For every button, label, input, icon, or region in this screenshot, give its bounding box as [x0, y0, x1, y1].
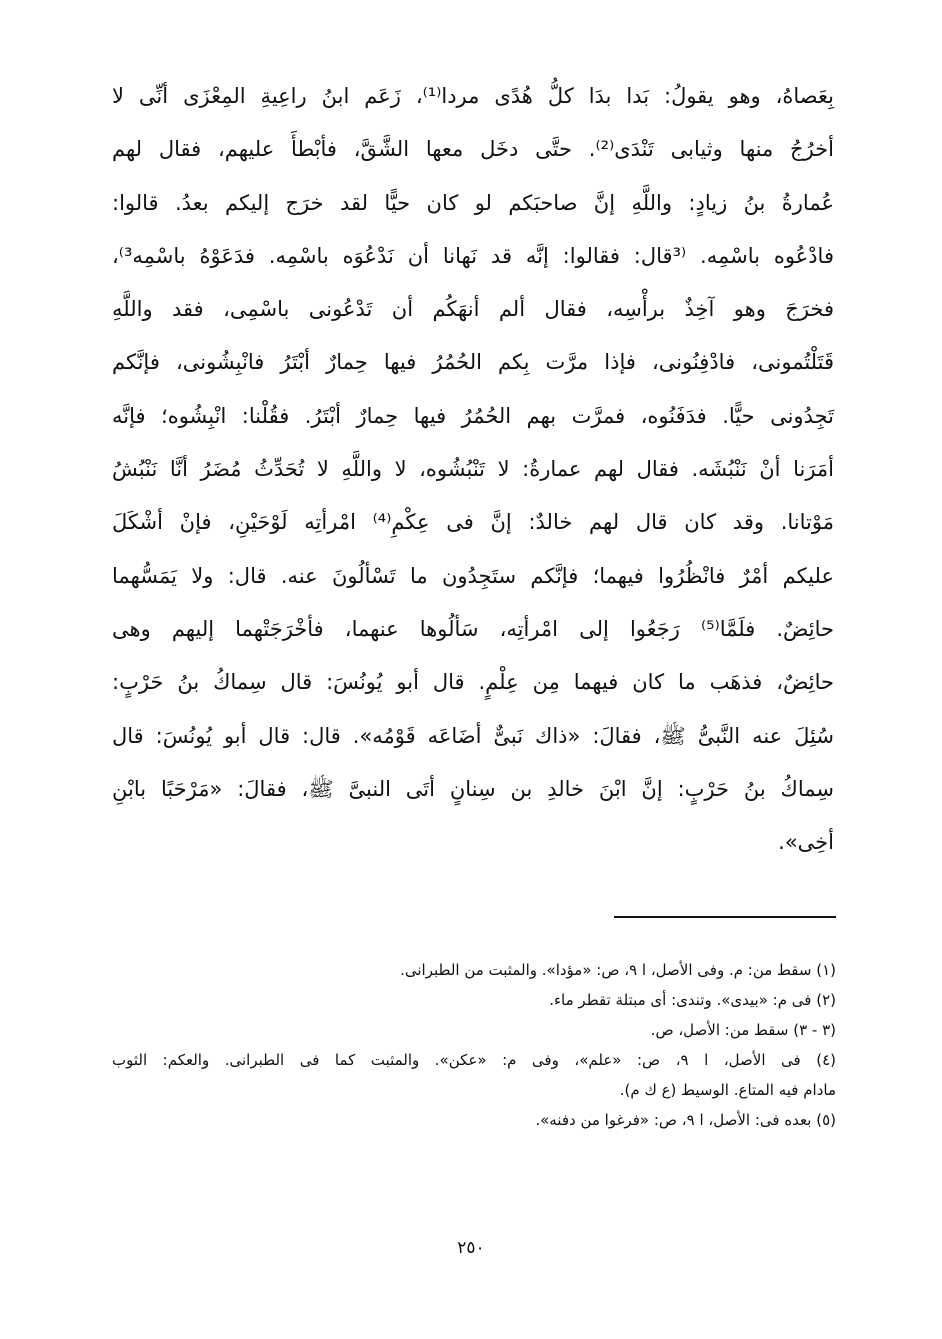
- text-line: أمَرَنا أنْ نَنْبُشَه. فقال لهم عمارةُ: لا تَنْبُشُوه، لا واللَّهِ لا تُحَدِّثُ مُضَرُ أنَّا نَنْبُشُ: [112, 457, 834, 482]
- footnote-3: (٣ - ٣) سقط من: الأصل، ص.: [650, 1021, 836, 1039]
- footnote-2: (٢) فى م: «بيدى». وتندى: أى مبتلة تقطر ماء.: [549, 991, 836, 1009]
- footnote-5: (٥) بعده فى: الأصل، ا ٩، ص: «فرغوا من دفنه».: [535, 1111, 836, 1129]
- text-line: أخِى».: [778, 830, 834, 855]
- text-line: فادْعُوه باسْمِه. ⁽³قال: فقالوا: إنَّه قد نَهانا أن نَدْعُوَه باسْمِه. فدَعَوْهُ باسْمِه³⁾،: [112, 243, 834, 268]
- footnote-1: (١) سقط من: م. وفى الأصل، ا ٩، ص: «مؤدا». والمثبت من الطبرانى.: [400, 961, 836, 979]
- footnotes-block: [112, 955, 836, 1135]
- footnote-4-continuation: مادام فيه المتاع. الوسيط (ع ك م).: [619, 1081, 836, 1099]
- text-line: حائِضٌ، فذهَب ما كان فيهما مِن عِلْمٍ. قال أبو يُونُسَ: قال سِماكُ بنُ حَرْبٍ:: [112, 670, 834, 695]
- text-line: بِعَصاهُ، وهو يقولُ: بَدا بدَا كلُّ هُدًى مردا⁽¹⁾، زَعَم ابنُ راعِيةِ المِعْزَى أنِّى لا: [112, 84, 834, 108]
- page-number: ٢٥٠: [457, 1238, 485, 1258]
- text-line: عُمارةُ بنُ زيادٍ: واللَّهِ إنَّ صاحبَكم لو كان حيًّا لقد خرَج إليكم بعدُ. قالوا:: [112, 190, 834, 215]
- text-line: تَجِدُونى حيًّا. فدَفَنُوه، فمرَّت بهم الحُمُرُ فيها حِمارٌ أبْتَرُ. فقُلْنا: انْبِشُوه؛ فإنَّه: [112, 403, 834, 428]
- text-line: حائِضٌ. فلَمَّا⁽⁵⁾ رَجَعُوا إلى امْرأتِه، سَألُوها عنهما، فأخْرَجَتْهما إليهم وهى: [112, 616, 835, 641]
- text-line: أخرُجُ منها وثيابى تَنْدَى⁽²⁾. حتَّى دخَل معها الشَّقَّ، فأبْطأَ عليهم، فقال لهم: [112, 137, 834, 162]
- footnote-4: (٤) فى الأصل، ا ٩، ص: «علم»، وفى م: «عكن». والمثبت كما فى الطبرانى. والعكم: الثوب: [112, 1051, 836, 1069]
- footnote-divider: [614, 916, 836, 918]
- text-line: قَتَلْتُمونى، فادْفِنُونى، فإذا مرَّت بِكم الحُمُرُ فيها حِمارٌ أبْتَرُ فانْبِشُونى، فإنَّكم: [112, 350, 834, 375]
- text-line: سِماكُ بنُ حَرْبٍ: إنَّ ابْنَ خالدِ بن سِنانٍ أتَى النبىَّ ﷺ، فقالَ: «مَرْحَبًا بابْنِ: [112, 776, 834, 801]
- text-line: سُئِلَ عنه النَّبىُّ ﷺ، فقالَ: «ذاك نَبىٌّ أضَاعَه قَوْمُه». قال: قال أبو يُونُسَ: قال: [112, 723, 834, 748]
- text-line: فخرَجَ وهو آخِذٌ برأْسِه، فقال ألم أنهَكُم أن تَدْعُونى باسْمِى، فقد واللَّهِ: [112, 297, 834, 322]
- text-line: عليكم أمْرٌ فانْظُرُوا فيهما؛ فإنَّكم ستَجِدُون ما تَسْألُونَ عنه. قال: ولا يَمَسُّهما: [112, 563, 834, 588]
- main-text-block: [112, 70, 834, 869]
- text-line: مَوْتانا. وقد كان قال لهم خالدٌ: إنَّ فى عِكْمِ⁽⁴⁾ امْرأتِه لَوْحَيْنِ، فإنْ أشْكَلَ: [112, 510, 834, 535]
